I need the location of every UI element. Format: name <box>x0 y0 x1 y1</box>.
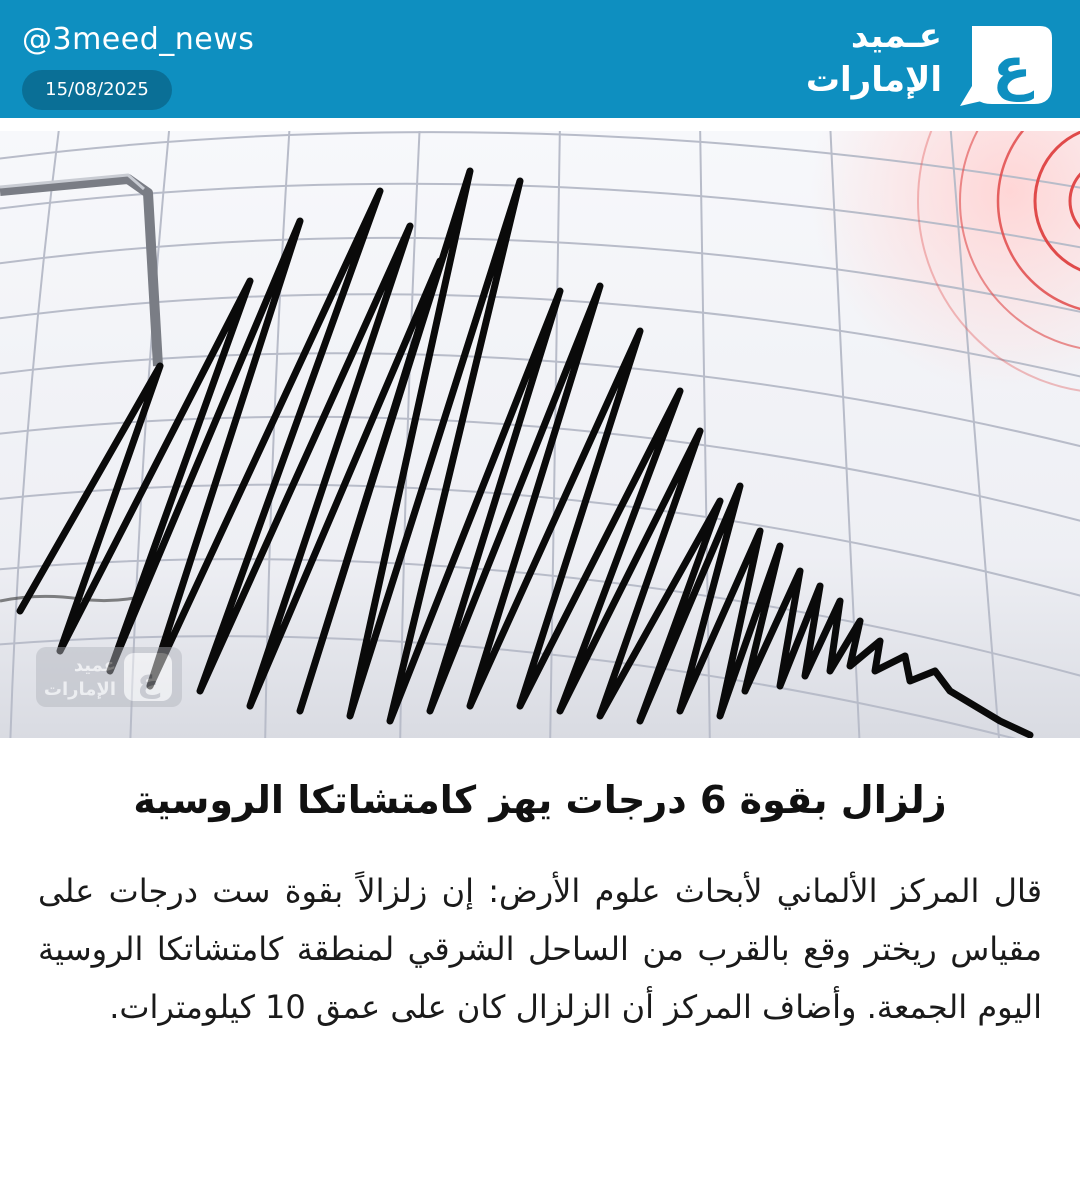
watermark-line1: عميد <box>73 655 116 676</box>
seismograph-icon <box>0 131 1080 738</box>
watermark-glyph: ع <box>137 661 159 699</box>
article-photo <box>0 131 1080 738</box>
brand-logo <box>805 14 1060 106</box>
brand-name-line2: الإمارات <box>805 60 942 100</box>
article-body: قال المركز الألماني لأبحاث علوم الأرض: إن زلزالاً بقوة ست درجات على مقياس ريختر وقع بالقرب من الساحل الشرقي لمنطقة كامتشاتكا الروسية اليوم الجمعة. وأضاف المركز أن الزلزال كان على عمق 10 كيلومترات. <box>38 872 1042 1026</box>
article-headline: زلزال بقوة 6 درجات يهز كامتشاتكا الروسية <box>133 778 947 822</box>
brand-mark-icon <box>952 16 1060 108</box>
brand-name <box>802 14 942 102</box>
brand-mark-glyph: ع <box>992 34 1032 102</box>
brand-name-line1: عـميد <box>850 16 942 56</box>
watermark-line2: الإمارات <box>43 679 116 700</box>
account-handle[interactable]: @3meed_news <box>22 22 255 57</box>
header-spacer <box>0 118 1080 131</box>
date-badge: 15/08/2025 <box>22 70 172 110</box>
watermark-logo <box>36 647 182 707</box>
header-bar <box>0 0 1080 118</box>
